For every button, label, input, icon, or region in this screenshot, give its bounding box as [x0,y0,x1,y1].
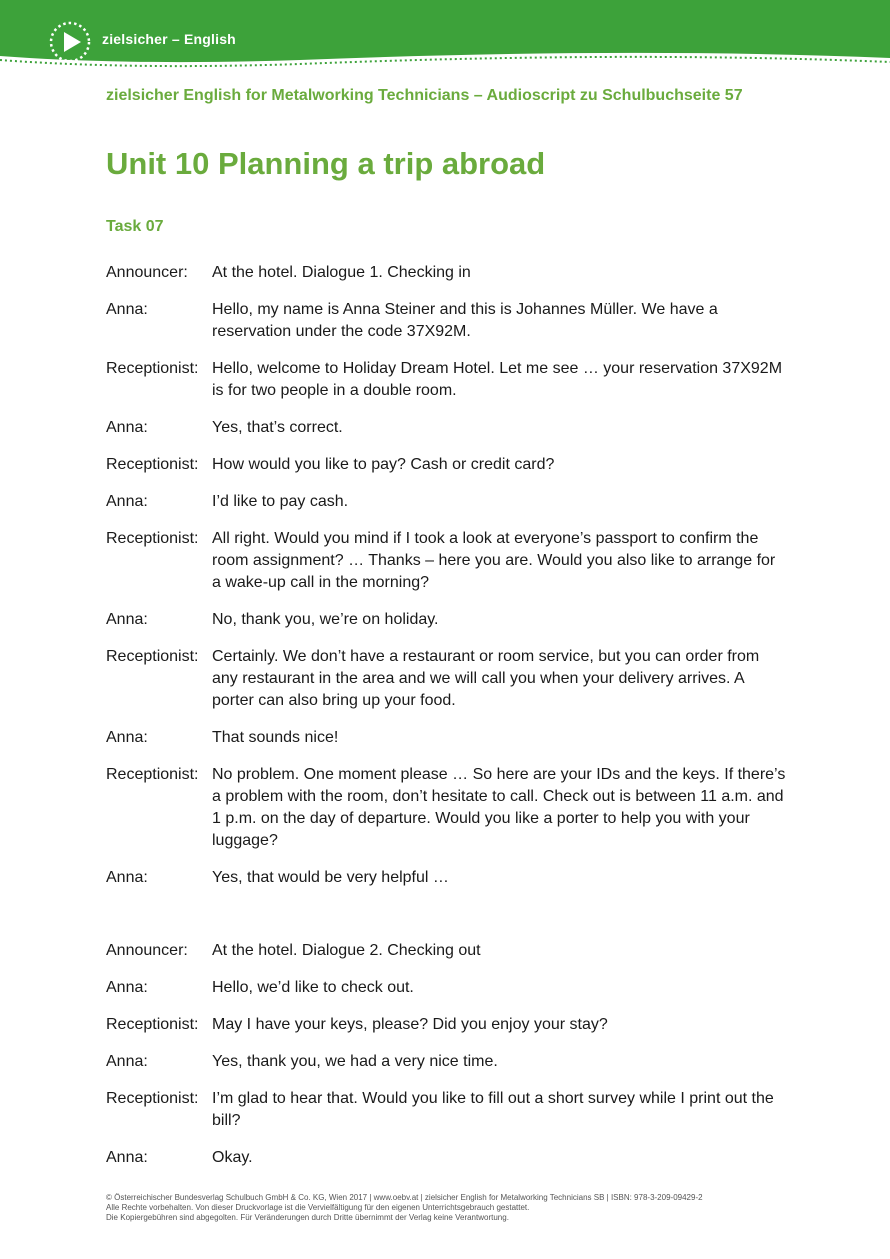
speaker-label: Receptionist: [106,360,199,377]
dialogue-line [106,609,786,631]
dialogue-line [106,1088,786,1132]
utterance-text: No problem. One moment please … So here are your IDs and the keys. If there’s a problem with the room, don’t hesitate to call. Check out is between 11 a.m. and 1 p.m. on the day of departure. Would you like a porter to help you with your luggage? [212,766,786,849]
speaker-label: Receptionist: [106,648,199,665]
dialogue-separator [106,904,786,940]
dialogue-line [106,727,786,749]
speaker-label: Anna: [106,1149,148,1166]
utterance-text: Hello, welcome to Holiday Dream Hotel. Let me see … your reservation 37X92M is for two people in a double room. [212,360,783,399]
utterance-text: Yes, thank you, we had a very nice time. [212,1053,498,1070]
dialogue-line [106,977,786,999]
dialogue-line [106,454,786,476]
task-label: Task 07 [106,218,164,235]
page-title: Unit 10 Planning a trip abroad [106,146,546,181]
footer-line: © Österreichischer Bundesverlag Schulbuch GmbH & Co. KG, Wien 2017 | www.oebv.at | zielsicher English for Metalworking Technicians SB | ISBN: 978-3-209-09429-2 [106,1193,703,1202]
document-header: zielsicher English for Metalworking Technicians – Audioscript zu Schulbuchseite 57 [106,87,743,104]
dialogue-line [106,1147,786,1169]
dialogue-line [106,417,786,439]
dialogue-line [106,528,786,594]
speaker-label: Receptionist: [106,530,199,547]
utterance-text: Okay. [212,1149,253,1166]
utterance-text: Certainly. We don’t have a restaurant or room service, but you can order from any restaurant in the area and we will call you when your delivery arrives. A porter can also bring up your food. [212,648,760,709]
utterance-text: Yes, that would be very helpful … [212,869,449,886]
utterance-text: May I have your keys, please? Did you enjoy your stay? [212,1016,608,1033]
utterance-text: I’m glad to hear that. Would you like to fill out a short survey while I print out the bill? [212,1090,774,1129]
utterance-text: Yes, that’s correct. [212,419,343,436]
speaker-label: Receptionist: [106,766,199,783]
dialogue-line [106,646,786,712]
speaker-label: Anna: [106,729,148,746]
play-button-icon [48,20,92,64]
copyright-footer [106,1193,806,1223]
utterance-text: How would you like to pay? Cash or credit card? [212,456,555,473]
brand-name: zielsicher – English [102,31,236,47]
dialogue-line [106,358,786,402]
speaker-label: Receptionist: [106,1016,199,1033]
footer-line: Alle Rechte vorbehalten. Von dieser Druckvorlage ist die Vervielfältigung für den eigenen Unterrichtsgebrauch gestattet. [106,1203,530,1212]
dialogue-line [106,1014,786,1036]
speaker-label: Receptionist: [106,456,199,473]
speaker-label: Anna: [106,301,148,318]
speaker-label: Announcer: [106,264,188,281]
utterance-text: All right. Would you mind if I took a look at everyone’s passport to confirm the room assignment? … Thanks – here you are. Would you also like to arrange for a wake-up call in the morning? [212,530,776,591]
speaker-label: Anna: [106,493,148,510]
utterance-text: Hello, my name is Anna Steiner and this is Johannes Müller. We have a reservation under the code 37X92M. [212,301,718,340]
speaker-label: Anna: [106,979,148,996]
dialogue-line [106,1051,786,1073]
dialogue-line [106,764,786,852]
speaker-label: Anna: [106,419,148,436]
speaker-label: Announcer: [106,942,188,959]
dialogue-line [106,262,786,284]
dialogue-line [106,299,786,343]
utterance-text: No, thank you, we’re on holiday. [212,611,439,628]
footer-line: Die Kopiergebühren sind abgegolten. Für Veränderungen durch Dritte übernimmt der Verlag keine Verantwortung. [106,1213,509,1222]
utterance-text: At the hotel. Dialogue 1. Checking in [212,264,471,281]
utterance-text: Hello, we’d like to check out. [212,979,414,996]
speaker-label: Receptionist: [106,1090,199,1107]
utterance-text: I’d like to pay cash. [212,493,349,510]
utterance-text: At the hotel. Dialogue 2. Checking out [212,942,481,959]
dialogue-line [106,940,786,962]
dialogue-line [106,867,786,889]
speaker-label: Anna: [106,1053,148,1070]
dialogue-line [106,491,786,513]
audioscript-dialogue [106,262,786,1184]
speaker-label: Anna: [106,869,148,886]
speaker-label: Anna: [106,611,148,628]
utterance-text: That sounds nice! [212,729,339,746]
